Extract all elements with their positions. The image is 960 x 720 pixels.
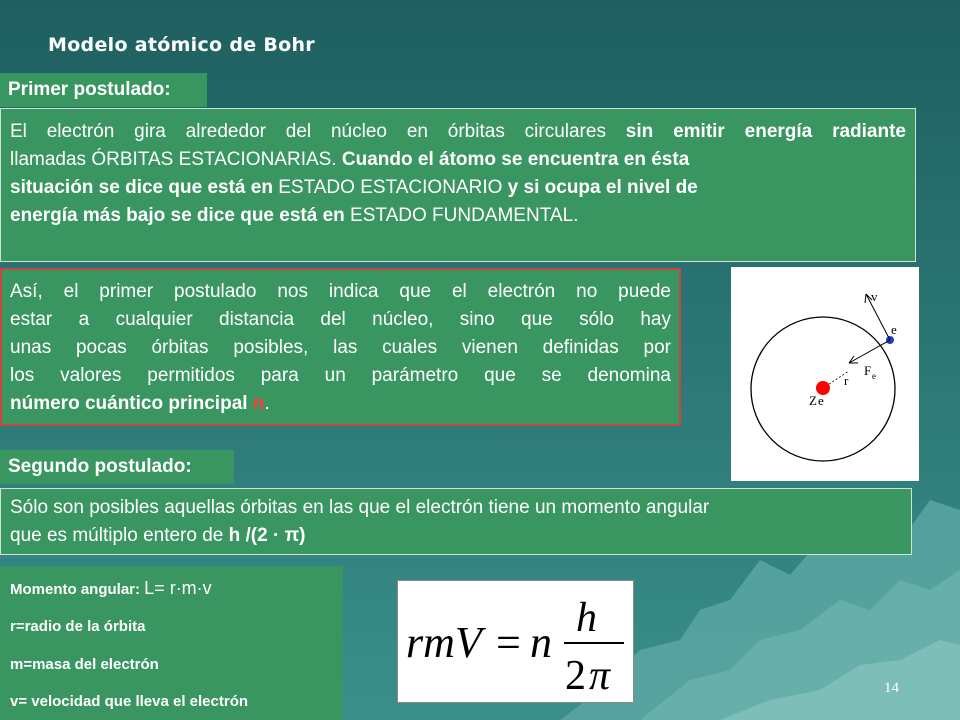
label-Z-e: e (818, 393, 824, 408)
segundo-postulado-box (0, 488, 912, 555)
label-v: v (871, 289, 878, 304)
asi-line-3: unas pocas órbitas posibles, las cuales vienen definidas por (10, 337, 671, 358)
formula-pi: π (589, 653, 611, 699)
momento-angular-box (0, 566, 343, 720)
formula-svg (398, 581, 635, 704)
segundo-line-2: que es múltiplo entero de h /(2 · π) (10, 525, 306, 546)
label-F: F (864, 363, 872, 378)
formula-h: h (576, 595, 597, 641)
label-F-sub: e (872, 371, 876, 381)
formula-n: n (530, 618, 552, 667)
r-definition: r=radio de la órbita (10, 618, 146, 635)
quantum-number-n: n (252, 393, 265, 414)
primer-postulado-label: Primer postulado: (0, 73, 207, 107)
primer-line-2: llamadas ÓRBITAS ESTACIONARIAS. Cuando el átomo se encuentra en ésta (10, 149, 690, 170)
label-Z: Z (809, 393, 817, 408)
asi-line-4: los valores permitidos para un parámetro que se denomina (10, 365, 671, 386)
asi-line-5: número cuántico principal n. (10, 393, 270, 414)
quantization-formula (397, 580, 634, 703)
primer-postulado-box (0, 108, 916, 262)
asi-paragraph-box (0, 268, 681, 426)
v-definition: v= velocidad que lleva el electrón (10, 693, 249, 710)
primer-line-3: situación se dice que está en ESTADO ESTACIONARIO y si ocupa el nivel de (10, 177, 698, 198)
m-definition: m=masa del electrón (10, 656, 159, 673)
formula-eq: = (496, 618, 521, 667)
primer-line-1: El electrón gira alrededor del núcleo en órbitas circulares sin emitir energía radiante (10, 121, 906, 142)
segundo-postulado-label: Segundo postulado: (0, 450, 234, 484)
bohr-atom-diagram (731, 267, 919, 481)
segundo-line-1: Sólo son posibles aquellas órbitas en las que el electrón tiene un momento angular (10, 497, 710, 518)
asi-line-1: Así, el primer postulado nos indica que el electrón no puede (10, 281, 671, 302)
label-e: e (891, 322, 897, 337)
force-arrowhead (849, 356, 858, 363)
primer-line-4: energía más bajo se dice que está en ESTADO FUNDAMENTAL. (10, 205, 579, 226)
page-title: Modelo atómico de Bohr (48, 34, 315, 56)
label-r: r (844, 373, 849, 388)
atom-svg (731, 267, 919, 481)
page-number: 14 (884, 680, 899, 696)
velocity-arrow (866, 294, 890, 340)
asi-line-2: estar a cualquier distancia del núcleo, sino que sólo hay (10, 309, 671, 330)
momento-line: Momento angular: L= r·m·v (10, 578, 212, 598)
formula-two: 2 (565, 653, 586, 699)
formula-lhs: rmV (406, 618, 482, 667)
